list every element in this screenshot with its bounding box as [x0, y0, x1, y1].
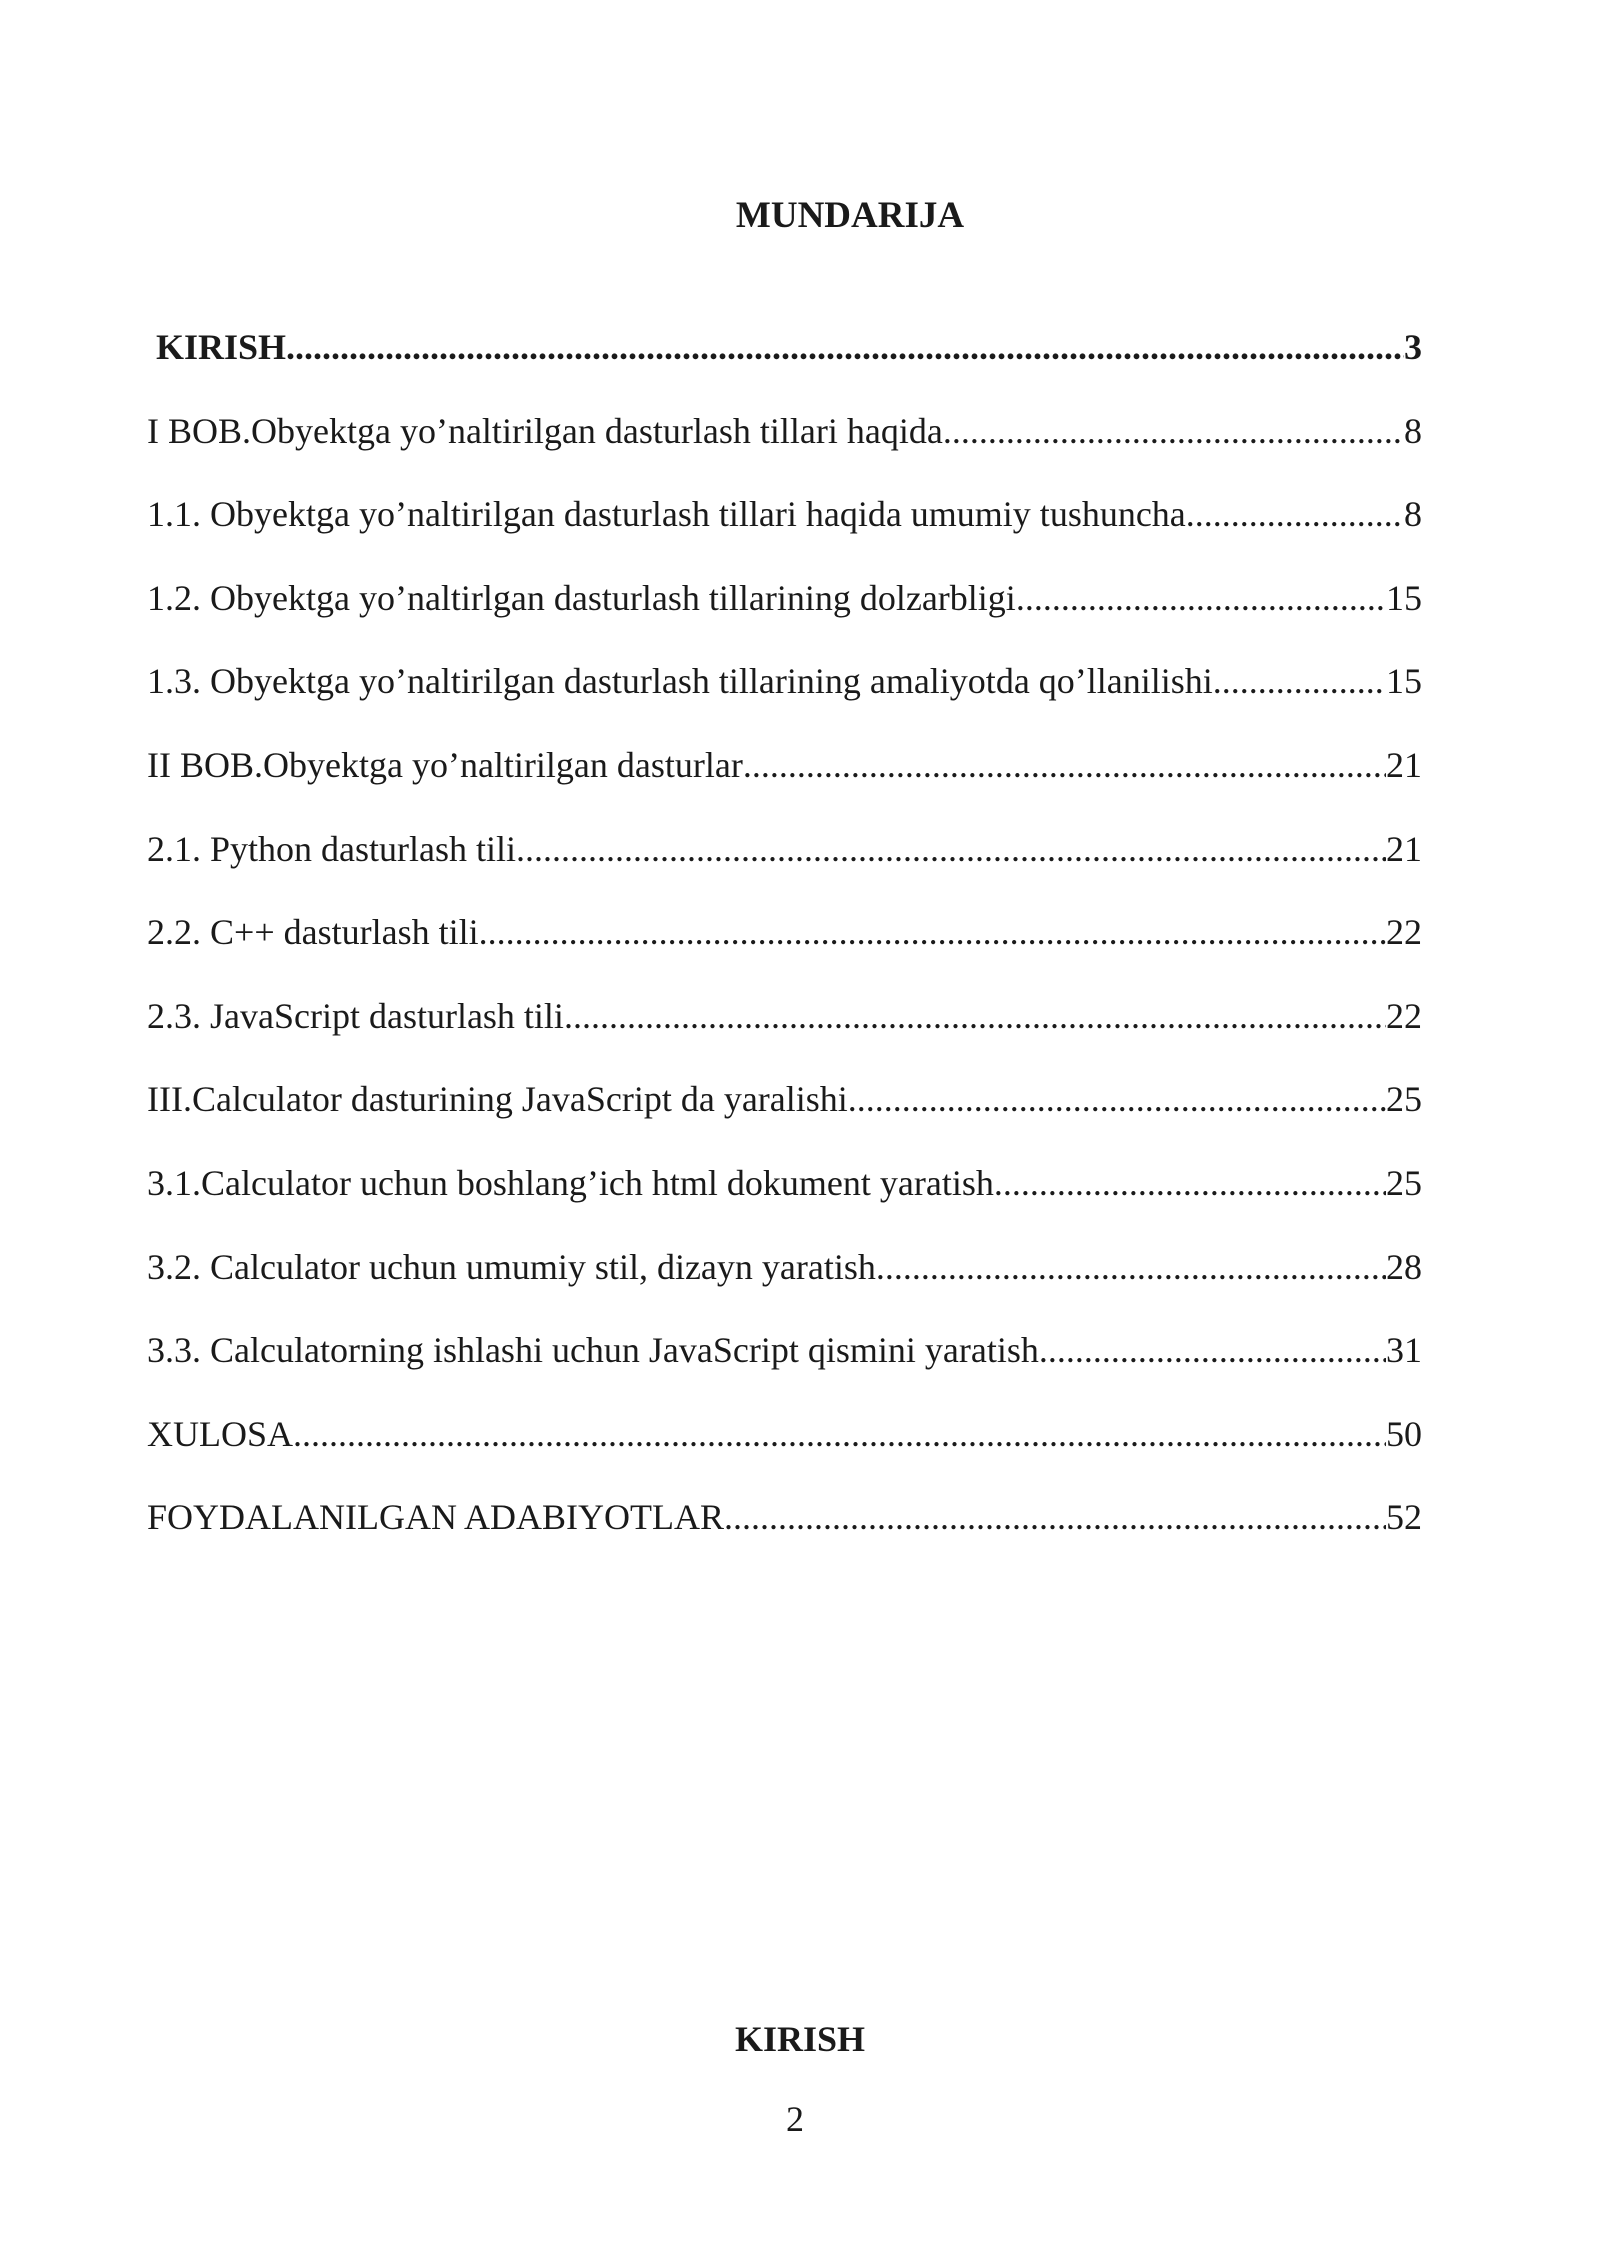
toc-entry-page: 52	[1386, 1497, 1422, 1538]
toc-entry-chapter-3	[147, 1075, 1422, 1159]
page-title: MUNDARIJA	[735, 195, 965, 236]
toc-dot-leader	[724, 1493, 1386, 1541]
toc-dot-leader	[293, 1410, 1386, 1458]
toc-entry-page: 3	[1404, 327, 1422, 367]
page-number: 2	[786, 2099, 804, 2139]
toc-dot-leader	[1016, 574, 1386, 622]
toc-entry-section-1-1	[147, 490, 1422, 574]
toc-dot-leader	[286, 323, 1404, 371]
toc-dot-leader	[479, 908, 1386, 956]
toc-dot-leader	[943, 407, 1404, 455]
toc-entry-page: 21	[1386, 744, 1422, 785]
toc-entry-section-3-3	[147, 1326, 1422, 1410]
toc-dot-leader	[1186, 490, 1404, 538]
toc-entry-label: 1.2. Obyektga yo’naltirlgan dasturlash tillarining dolzarbligi	[147, 577, 1016, 618]
table-of-contents	[147, 323, 1422, 1577]
toc-entry-label: XULOSA	[147, 1413, 294, 1454]
toc-entry-references	[147, 1493, 1422, 1577]
toc-entry-page: 22	[1386, 912, 1422, 953]
toc-entry-label: II BOB.Obyektga yo’naltirilgan dasturlar	[147, 744, 743, 785]
toc-dot-leader	[994, 1159, 1386, 1207]
toc-entry-label: 3.1.Calculator uchun boshlang’ich html dokument yaratish	[147, 1162, 994, 1203]
toc-entry-section-1-3	[147, 657, 1422, 741]
toc-entry-xulosa	[147, 1410, 1422, 1494]
toc-dot-leader	[848, 1075, 1386, 1123]
toc-entry-section-1-2	[147, 574, 1422, 658]
toc-entry-kirish	[147, 323, 1422, 407]
toc-entry-page: 25	[1386, 1162, 1422, 1203]
toc-entry-page: 28	[1386, 1246, 1422, 1287]
toc-entry-chapter-1	[147, 407, 1422, 491]
toc-entry-label: 1.3. Obyektga yo’naltirilgan dasturlash tillarining amaliyotda qo’llanilishi	[147, 661, 1213, 702]
toc-entry-chapter-2	[147, 741, 1422, 825]
toc-entry-label: 2.3. JavaScript dasturlash tili	[147, 995, 564, 1036]
toc-entry-label: 3.3. Calculatorning ishlashi uchun JavaScript qismini yaratish	[147, 1330, 1039, 1371]
toc-entry-section-3-1	[147, 1159, 1422, 1243]
toc-entry-page: 8	[1404, 494, 1422, 535]
toc-entry-page: 22	[1386, 995, 1422, 1036]
toc-entry-page: 8	[1404, 410, 1422, 451]
toc-dot-leader	[743, 741, 1386, 789]
toc-entry-page: 25	[1386, 1079, 1422, 1120]
toc-entry-page: 31	[1386, 1330, 1422, 1371]
section-heading: KIRISH	[734, 2019, 866, 2059]
toc-entry-label: 2.2. C++ dasturlash tili	[147, 912, 479, 953]
toc-entry-page: 15	[1386, 577, 1422, 618]
toc-entry-label: 2.1. Python dasturlash tili	[147, 828, 516, 869]
toc-entry-section-2-2	[147, 908, 1422, 992]
toc-entry-page: 15	[1386, 661, 1422, 702]
toc-entry-label: III.Calculator dasturining JavaScript da yaralishi	[147, 1079, 848, 1120]
toc-entry-page: 21	[1386, 828, 1422, 869]
toc-entry-label: KIRISH	[156, 327, 287, 367]
toc-entry-label: FOYDALANILGAN ADABIYOTLAR	[147, 1497, 724, 1538]
toc-dot-leader	[876, 1243, 1386, 1291]
toc-dot-leader	[564, 992, 1386, 1040]
toc-entry-label: 1.1. Obyektga yo’naltirilgan dasturlash tillari haqida umumiy tushuncha	[147, 494, 1186, 535]
toc-entry-section-3-2	[147, 1243, 1422, 1327]
toc-entry-section-2-3	[147, 992, 1422, 1076]
toc-dot-leader	[1213, 657, 1386, 705]
toc-entry-page: 50	[1386, 1413, 1422, 1454]
toc-entry-label: I BOB.Obyektga yo’naltirilgan dasturlash tillari haqida	[147, 410, 943, 451]
toc-entry-section-2-1	[147, 825, 1422, 909]
toc-dot-leader	[516, 825, 1386, 873]
toc-entry-label: 3.2. Calculator uchun umumiy stil, dizayn yaratish	[147, 1246, 876, 1287]
toc-dot-leader	[1039, 1326, 1386, 1374]
